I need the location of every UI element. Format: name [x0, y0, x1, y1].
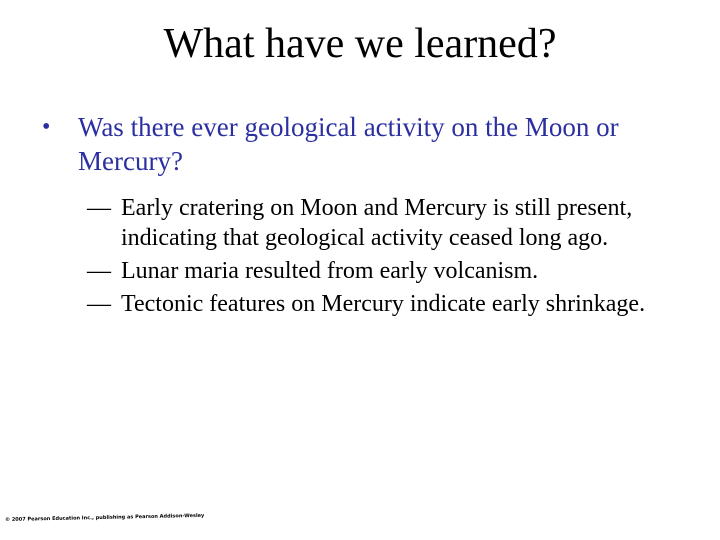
sub-bullet-list — [87, 193, 647, 322]
sub-bullet-text: Lunar maria resulted from early volcanism. — [121, 258, 539, 284]
bullet-marker: • — [42, 114, 51, 140]
dash-marker: — — [87, 258, 111, 284]
sub-bullet-text: Tectonic features on Mercury indicate early shrinkage. — [121, 291, 646, 317]
main-bullet-text: Was there ever geological activity on the Moon or Mercury? — [78, 112, 619, 176]
sub-bullet-item — [87, 193, 647, 253]
slide-title: What have we learned? — [163, 21, 557, 67]
main-bullet — [42, 110, 672, 178]
dash-marker: — — [87, 195, 111, 221]
copyright-notice: © 2007 Pearson Education Inc., publishing as Pearson Addison-Wesley — [5, 512, 205, 523]
dash-marker: — — [87, 291, 111, 317]
sub-bullet-item — [87, 256, 647, 286]
sub-bullet-text: Early cratering on Moon and Mercury is still present, indicating that geological activity ceased long ago. — [121, 195, 633, 251]
sub-bullet-item — [87, 289, 647, 319]
